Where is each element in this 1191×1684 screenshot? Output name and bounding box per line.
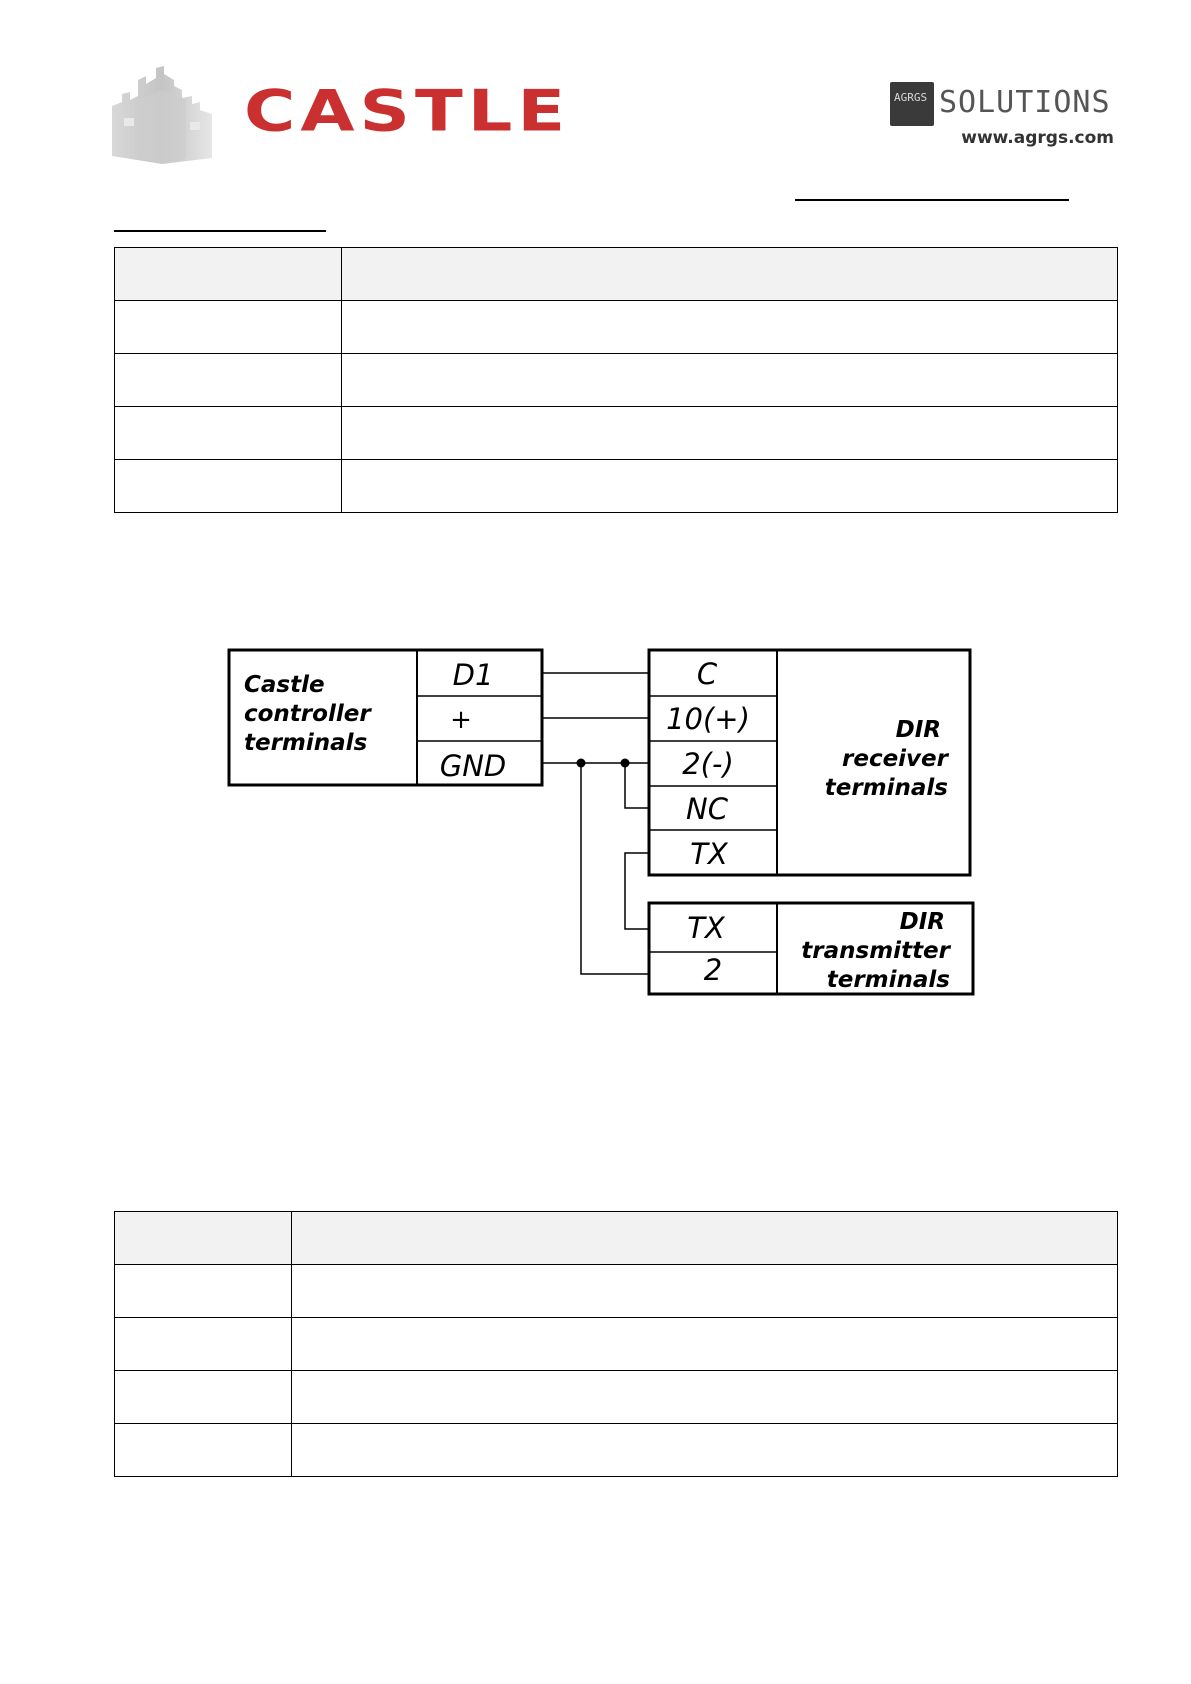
agrgs-logo-text: AGRGS bbox=[894, 91, 928, 104]
transmitter-label-line-3: terminals bbox=[826, 967, 950, 993]
website-link[interactable]: www.agrgs.com bbox=[961, 128, 1114, 148]
table-row bbox=[115, 1318, 1118, 1371]
receiver-label-line-3: terminals bbox=[824, 775, 948, 801]
solutions-wordmark: SOLUTIONS bbox=[939, 85, 1111, 120]
table-cell bbox=[292, 1424, 1118, 1477]
wire-gnd-nc bbox=[625, 763, 649, 808]
table-row bbox=[115, 1424, 1118, 1477]
terminal-nc: NC bbox=[686, 792, 728, 826]
transmitter-label-line-1: DIR bbox=[899, 909, 945, 935]
junction-dot bbox=[621, 759, 630, 768]
table-cell bbox=[292, 1265, 1118, 1318]
table-cell bbox=[115, 1424, 292, 1477]
terminal-gnd: GND bbox=[439, 749, 507, 783]
table-row bbox=[115, 1371, 1118, 1424]
wire-tx-tx bbox=[625, 853, 649, 929]
controller-label-line-2: controller bbox=[244, 701, 371, 727]
receiver-label-line-1: DIR bbox=[895, 717, 941, 743]
bottom-table bbox=[114, 1211, 1118, 1477]
table-cell bbox=[115, 1318, 292, 1371]
terminal-plus: + bbox=[450, 705, 472, 735]
controller-label-line-1: Castle bbox=[244, 672, 325, 698]
receiver-label-line-2: receiver bbox=[842, 746, 948, 772]
table-cell bbox=[115, 1212, 292, 1265]
terminal-10-plus: 10(+) bbox=[666, 702, 750, 736]
terminal-receiver-tx: TX bbox=[690, 837, 728, 871]
table-cell bbox=[115, 1265, 292, 1318]
table-cell bbox=[115, 1371, 292, 1424]
table-cell bbox=[292, 1318, 1118, 1371]
wire-gnd-transmitter-2 bbox=[581, 763, 649, 974]
castle-brand-name: CASTLE bbox=[244, 77, 571, 145]
terminal-2-minus: 2(-) bbox=[682, 747, 734, 781]
table-cell bbox=[292, 1371, 1118, 1424]
junction-dot bbox=[577, 759, 586, 768]
terminal-d1: D1 bbox=[452, 658, 494, 692]
controller-label-line-3: terminals bbox=[244, 730, 368, 756]
table-header-row bbox=[115, 1212, 1118, 1265]
terminal-c: C bbox=[696, 657, 718, 691]
table-row bbox=[115, 1265, 1118, 1318]
table-cell bbox=[292, 1212, 1118, 1265]
transmitter-label-line-2: transmitter bbox=[801, 938, 950, 964]
terminal-transmitter-2: 2 bbox=[703, 953, 723, 987]
terminal-transmitter-tx: TX bbox=[687, 911, 725, 945]
